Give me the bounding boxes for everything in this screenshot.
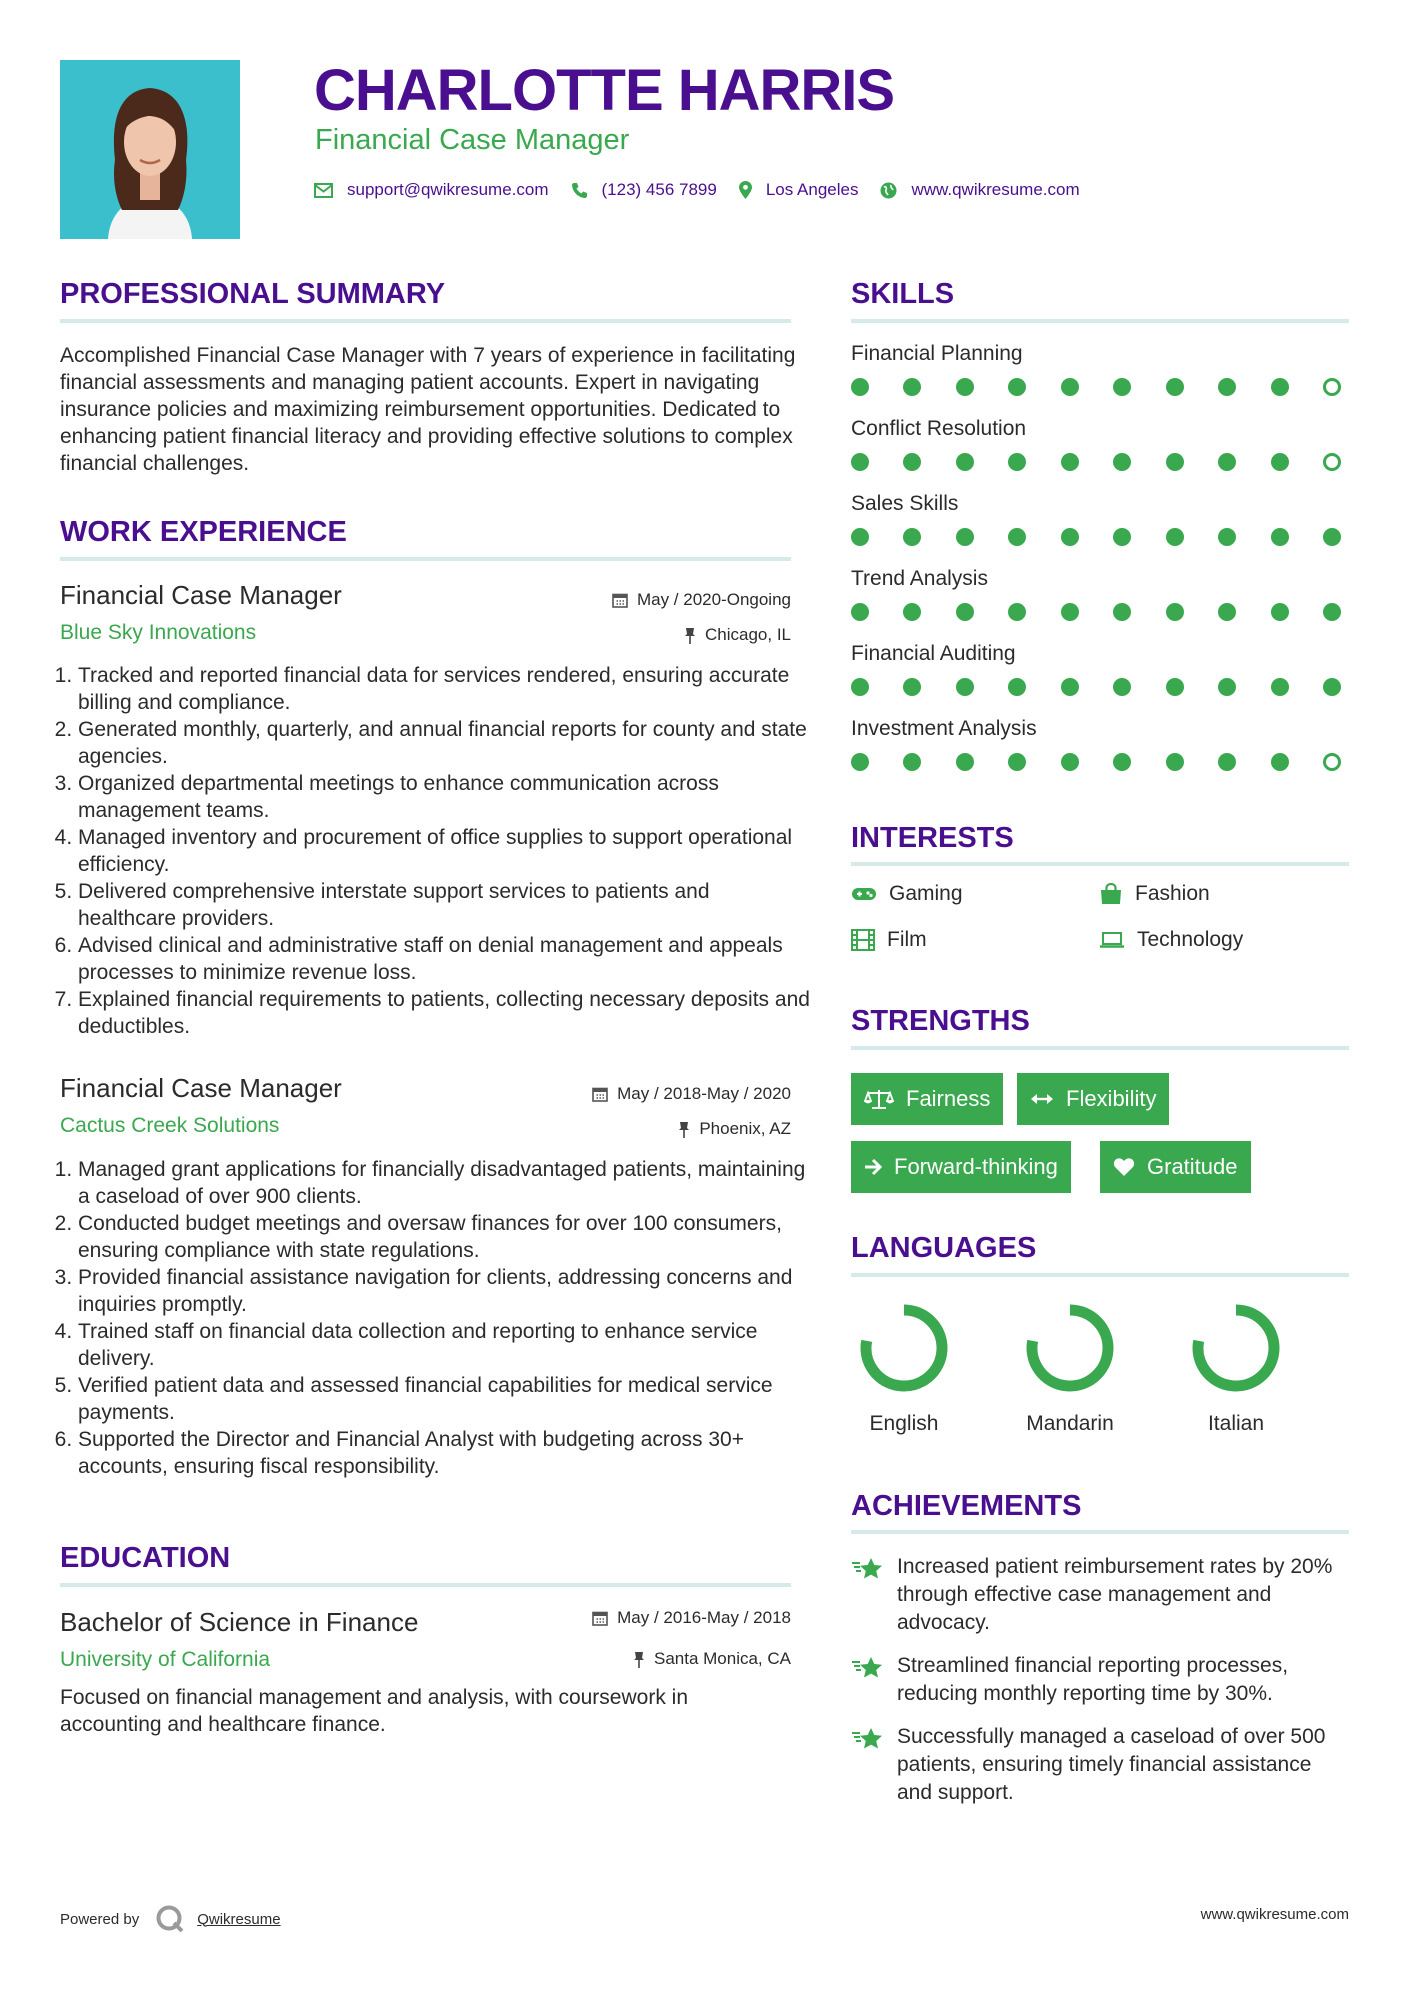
gamepad-icon — [851, 886, 877, 902]
rating-dot-filled — [1061, 378, 1079, 396]
envelope-icon — [314, 183, 333, 198]
proficiency-ring — [1022, 1300, 1118, 1396]
location-text: Los Angeles — [765, 180, 859, 199]
shopping-bag-icon — [1099, 883, 1123, 905]
education-heading: EDUCATION — [60, 1542, 231, 1574]
achievement-text: Successfully managed a caseload of over 500 patients, ensuring timely financial assistance and support. — [897, 1725, 1326, 1804]
achievements-heading: ACHIEVEMENTS — [851, 1490, 1082, 1522]
interest-label: Film — [887, 928, 927, 951]
interests-divider — [851, 862, 1349, 866]
proficiency-arc — [866, 1310, 942, 1386]
rating-dot-filled — [1271, 678, 1289, 696]
rating-dot-filled — [1323, 603, 1341, 621]
school-name: University of California — [60, 1648, 271, 1671]
arrow-right-icon — [864, 1158, 882, 1176]
skill-rating — [851, 528, 1341, 546]
phone-text: (123) 456 7899 — [601, 180, 717, 199]
skill-rating — [851, 753, 1341, 771]
rating-dot-filled — [851, 528, 869, 546]
rating-dot-filled — [1113, 528, 1131, 546]
interest-technology — [1099, 928, 1243, 952]
job-company: Blue Sky Innovations — [60, 621, 257, 644]
rating-dot-filled — [903, 453, 921, 471]
contact-location — [739, 180, 859, 200]
list-item: 6. Advised clinical and administrative staff on denial management and appeals processes to minimize revenue loss. — [78, 932, 812, 986]
calendar-icon — [592, 1086, 608, 1102]
skills-list — [851, 340, 1351, 790]
language-item — [1171, 1300, 1301, 1438]
rating-dot-filled — [851, 603, 869, 621]
contact-email[interactable] — [314, 180, 549, 200]
skill-rating — [851, 678, 1341, 696]
job-company: Cactus Creek Solutions — [60, 1114, 280, 1137]
job-dates-text: May / 2020-Ongoing — [636, 590, 791, 609]
list-item: 5. Verified patient data and assessed financial capabilities for medical service payments. — [78, 1372, 812, 1426]
rating-dot-filled — [1218, 378, 1236, 396]
pin-icon — [678, 1121, 690, 1138]
powered-by-label: Powered by — [60, 1910, 140, 1928]
skill-rating — [851, 378, 1341, 396]
rating-dot-filled — [956, 528, 974, 546]
job-dates — [500, 588, 791, 612]
skill-row — [851, 565, 1351, 640]
map-marker-icon — [739, 181, 752, 199]
proficiency-arc — [1198, 1310, 1274, 1386]
language-label: English — [869, 1412, 939, 1435]
strength-label: Fairness — [906, 1086, 991, 1111]
summary-divider — [60, 319, 791, 323]
strength-tag — [851, 1073, 1003, 1125]
rating-dot-filled — [956, 453, 974, 471]
summary-text: Accomplished Financial Case Manager with 7 years of experience in facilitating financial assessments and managing patient accounts. Expert in navigating insurance policies and maximizing reimbursement opportunities. Dedicated to enhancing patient financial literacy and providing effective solutions to complex financial challenges. — [60, 344, 796, 475]
rating-dot-filled — [1008, 378, 1026, 396]
list-item: 4. Trained staff on financial data collection and reporting to enhance service delivery. — [78, 1318, 812, 1372]
summary-heading: PROFESSIONAL SUMMARY — [60, 278, 446, 310]
job-location-text: Chicago, IL — [705, 625, 791, 644]
rating-dot-filled — [1166, 378, 1184, 396]
rating-dot-filled — [1008, 603, 1026, 621]
list-item: 2. Generated monthly, quarterly, and annual financial reports for county and state agencies. — [78, 716, 812, 770]
list-item: 2. Conducted budget meetings and oversaw finances for over 100 consumers, ensuring compliance with state regulations. — [78, 1210, 812, 1264]
rating-dot-empty — [1323, 453, 1341, 471]
rating-dot-filled — [1323, 678, 1341, 696]
list-item: 6. Supported the Director and Financial Analyst with budgeting across 30+ accounts, ensuring fiscal responsibility. — [78, 1426, 812, 1480]
job-dates — [500, 1082, 791, 1106]
skill-rating — [851, 603, 1341, 621]
rating-dot-empty — [1323, 378, 1341, 396]
rating-dot-filled — [1218, 603, 1236, 621]
strength-label: Flexibility — [1066, 1086, 1157, 1111]
interests-heading: INTERESTS — [851, 822, 1014, 854]
skill-name: Financial Auditing — [851, 642, 1016, 665]
achievement-item — [851, 1553, 1347, 1637]
experience-divider — [60, 557, 791, 561]
rating-dot-filled — [851, 378, 869, 396]
education-description: Focused on financial management and analysis, with coursework in accounting and healthcare finance. — [60, 1686, 689, 1736]
education-divider — [60, 1583, 791, 1587]
rating-dot-empty — [1323, 753, 1341, 771]
skill-row — [851, 640, 1351, 715]
strengths-heading: STRENGTHS — [851, 1005, 1030, 1037]
rating-dot-filled — [903, 603, 921, 621]
language-label: Italian — [1207, 1412, 1265, 1435]
phone-icon — [571, 182, 588, 199]
rating-dot-filled — [1061, 453, 1079, 471]
job-title: Financial Case Manager — [60, 1073, 342, 1103]
language-label: Mandarin — [1026, 1412, 1114, 1435]
rating-dot-filled — [903, 378, 921, 396]
skill-name: Financial Planning — [851, 342, 1023, 365]
interest-label: Fashion — [1135, 882, 1210, 905]
proficiency-ring — [1188, 1300, 1284, 1396]
experience-heading: WORK EXPERIENCE — [60, 516, 347, 548]
rating-dot-filled — [1008, 678, 1026, 696]
job-responsibilities — [60, 662, 812, 1040]
strength-label: Gratitude — [1147, 1154, 1238, 1179]
rating-dot-filled — [956, 378, 974, 396]
contact-phone[interactable] — [571, 180, 717, 200]
star-icon — [851, 1557, 883, 1583]
skills-divider — [851, 319, 1349, 323]
strength-label: Forward-thinking — [894, 1154, 1058, 1179]
rating-dot-filled — [1271, 528, 1289, 546]
list-item: 1. Managed grant applications for financially disadvantaged patients, maintaining a caseload of over 900 clients. — [78, 1156, 812, 1210]
job-location — [500, 1117, 791, 1141]
languages-divider — [851, 1273, 1349, 1277]
skill-row — [851, 715, 1351, 790]
interest-gaming — [851, 882, 963, 906]
profile-photo — [60, 60, 240, 239]
language-item — [1005, 1300, 1135, 1438]
proficiency-ring — [856, 1300, 952, 1396]
rating-dot-filled — [1323, 528, 1341, 546]
list-item: 3. Organized departmental meetings to enhance communication across management teams. — [78, 770, 812, 824]
proficiency-arc — [1032, 1310, 1108, 1386]
interest-film — [851, 928, 927, 952]
rating-dot-filled — [1218, 528, 1236, 546]
interest-label: Technology — [1137, 928, 1244, 951]
rating-dot-filled — [1218, 753, 1236, 771]
website-text: www.qwikresume.com — [911, 180, 1080, 199]
list-item: 7. Explained financial requirements to patients, collecting necessary deposits and deductibles. — [78, 986, 812, 1040]
list-item: 5. Delivered comprehensive interstate support services to patients and healthcare providers. — [78, 878, 812, 932]
rating-dot-filled — [1113, 378, 1131, 396]
rating-dot-filled — [1113, 678, 1131, 696]
strength-tag — [1100, 1141, 1251, 1193]
rating-dot-filled — [1218, 453, 1236, 471]
skill-row — [851, 415, 1351, 490]
rating-dot-filled — [1061, 678, 1079, 696]
star-icon — [851, 1656, 883, 1682]
balance-scale-icon — [864, 1088, 894, 1110]
job-title: Financial Case Manager — [60, 580, 342, 610]
list-item: 1. Tracked and reported financial data for services rendered, ensuring accurate billing and compliance. — [78, 662, 812, 716]
candidate-title: Financial Case Manager — [315, 124, 630, 156]
rating-dot-filled — [1061, 528, 1079, 546]
rating-dot-filled — [851, 678, 869, 696]
education-location — [500, 1647, 791, 1671]
languages-list — [839, 1300, 1359, 1438]
rating-dot-filled — [1166, 603, 1184, 621]
rating-dot-filled — [1008, 528, 1026, 546]
rating-dot-filled — [1113, 453, 1131, 471]
globe-icon — [880, 182, 897, 199]
achievement-item — [851, 1723, 1347, 1807]
job-location-text: Phoenix, AZ — [699, 1119, 791, 1138]
rating-dot-filled — [1271, 378, 1289, 396]
email-text: support@qwikresume.com — [347, 180, 549, 199]
job-dates-text: May / 2018-May / 2020 — [617, 1084, 791, 1103]
rating-dot-filled — [1166, 528, 1184, 546]
rating-dot-filled — [903, 678, 921, 696]
list-item: 4. Managed inventory and procurement of office supplies to support operational efficiency. — [78, 824, 812, 878]
education-location-text: Santa Monica, CA — [653, 1649, 791, 1668]
rating-dot-filled — [1061, 603, 1079, 621]
rating-dot-filled — [851, 453, 869, 471]
skill-row — [851, 490, 1351, 565]
rating-dot-filled — [956, 678, 974, 696]
rating-dot-filled — [1166, 753, 1184, 771]
rating-dot-filled — [1271, 603, 1289, 621]
achievement-text: Increased patient reimbursement rates by 20% through effective case management and advocacy. — [897, 1555, 1333, 1634]
star-icon — [851, 1727, 883, 1753]
rating-dot-filled — [1061, 753, 1079, 771]
interest-label: Gaming — [889, 882, 963, 905]
rating-dot-filled — [1113, 603, 1131, 621]
film-icon — [851, 929, 875, 951]
rating-dot-filled — [1166, 453, 1184, 471]
skill-name: Investment Analysis — [851, 717, 1037, 740]
calendar-icon — [612, 592, 628, 608]
contact-bar — [314, 176, 1102, 204]
contact-website[interactable] — [880, 180, 1079, 200]
education-dates-text: May / 2016-May / 2018 — [617, 1608, 791, 1627]
skill-rating — [851, 453, 1341, 471]
achievement-text: Streamlined financial reporting processes, reducing monthly reporting time by 30%. — [897, 1654, 1289, 1705]
languages-heading: LANGUAGES — [851, 1232, 1037, 1264]
job-location — [500, 623, 791, 647]
job-responsibilities — [60, 1156, 812, 1480]
calendar-icon — [592, 1610, 608, 1626]
strength-tag — [851, 1141, 1071, 1193]
rating-dot-filled — [1008, 453, 1026, 471]
achievements-divider — [851, 1530, 1349, 1534]
strengths-divider — [851, 1046, 1349, 1050]
rating-dot-filled — [1271, 453, 1289, 471]
laptop-icon — [1099, 931, 1125, 949]
skill-name: Conflict Resolution — [851, 417, 1027, 440]
candidate-name: CHARLOTTE HARRIS — [314, 58, 895, 123]
heart-icon — [1113, 1157, 1135, 1177]
rating-dot-filled — [851, 753, 869, 771]
skill-row — [851, 340, 1351, 415]
skill-name: Sales Skills — [851, 492, 959, 515]
rating-dot-filled — [956, 603, 974, 621]
skill-name: Trend Analysis — [851, 567, 988, 590]
footer-url[interactable]: www.qwikresume.com — [1200, 1906, 1349, 1923]
rating-dot-filled — [1166, 678, 1184, 696]
pin-icon — [684, 627, 696, 644]
language-item — [839, 1300, 969, 1438]
list-item: 3. Provided financial assistance navigation for clients, addressing concerns and inquiries promptly. — [78, 1264, 812, 1318]
rating-dot-filled — [903, 528, 921, 546]
rating-dot-filled — [1008, 753, 1026, 771]
arrows-horizontal-icon — [1030, 1092, 1054, 1106]
pin-icon — [633, 1651, 645, 1668]
interest-fashion — [1099, 882, 1210, 906]
degree-title: Bachelor of Science in Finance — [60, 1607, 419, 1637]
qwikresume-link[interactable]: Qwikresume — [197, 1910, 281, 1928]
achievement-item — [851, 1652, 1347, 1708]
rating-dot-filled — [903, 753, 921, 771]
rating-dot-filled — [1218, 678, 1236, 696]
rating-dot-filled — [1113, 753, 1131, 771]
rating-dot-filled — [1271, 753, 1289, 771]
rating-dot-filled — [956, 753, 974, 771]
qwikresume-logo-icon — [155, 1904, 185, 1934]
strength-tag — [1017, 1073, 1169, 1125]
skills-heading: SKILLS — [851, 278, 955, 310]
footer-powered — [60, 1904, 281, 1934]
education-dates — [500, 1606, 791, 1630]
